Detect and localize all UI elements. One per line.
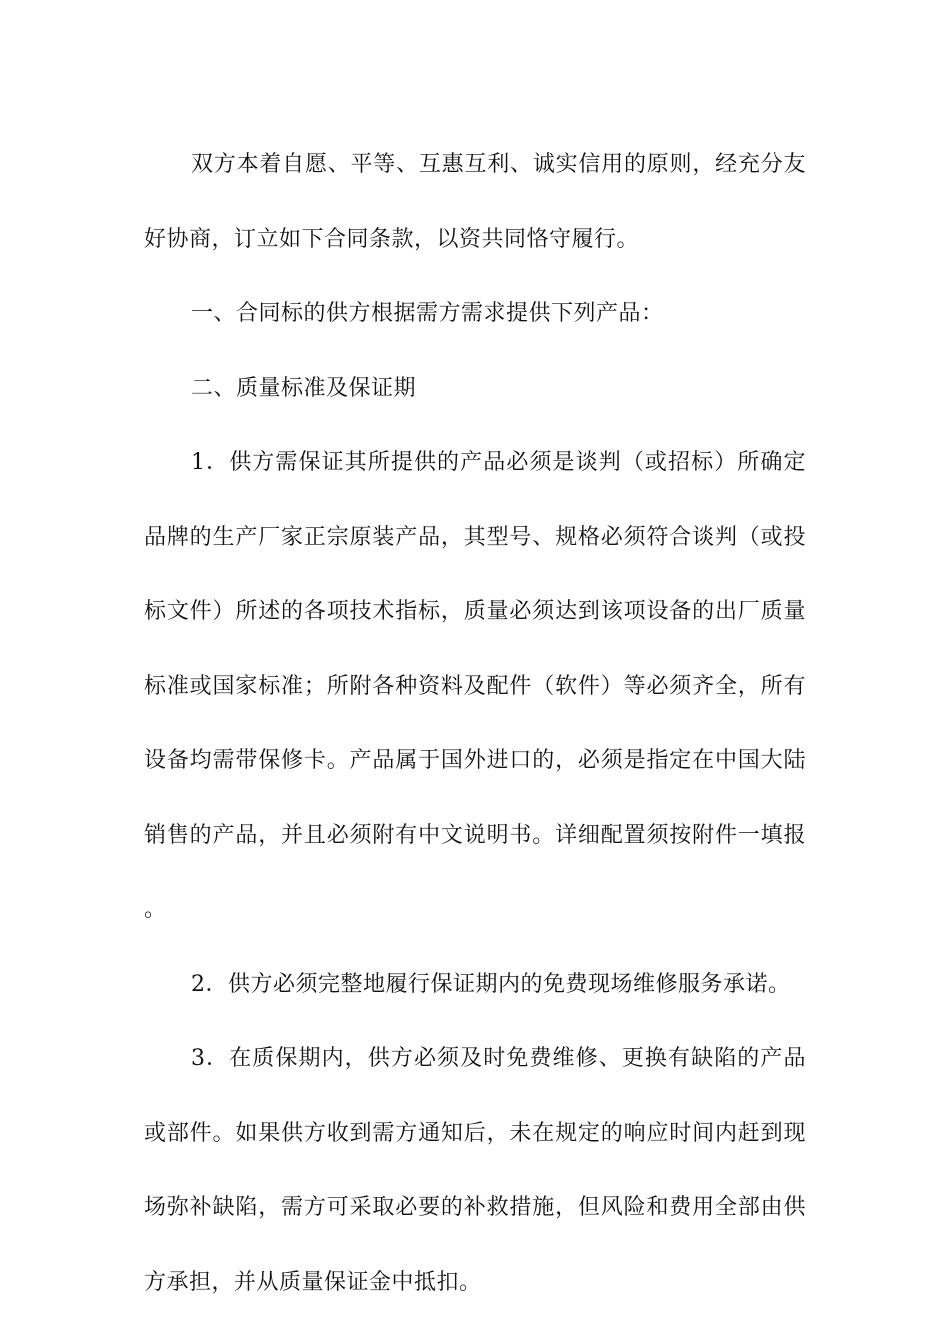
paragraph-clause-2: 2．供方必须完整地履行保证期内的免费现场维修服务承诺。 xyxy=(191,971,791,997)
paragraph-clause-1: 1．供方需保证其所提供的产品必须是谈判（或招标）所确定品牌的生产厂家正宗原装产品，其型号、规格必须符合谈判（或投标文件）所述的各项技术指标，质量必须达到该项设备的出厂质量标准或国家标准；所附各种资料及配件（软件）等必须齐全，所有设备均需带保修卡。产品属于国外进口的，必须是指定在中国大陆销售的产品，并且必须附有中文说明书。详细配置须按附件一填报。 xyxy=(144,450,806,922)
paragraph-intro: 双方本着自愿、平等、互惠互利、诚实信用的原则，经充分友好协商，订立如下合同条款，以资共同恪守履行。 xyxy=(144,152,806,252)
paragraph-clause-3: 3．在质保期内，供方必须及时免费维修、更换有缺陷的产品或部件。如果供方收到需方通知后，未在规定的响应时间内赶到现场弥补缺陷，需方可采取必要的补救措施，但风险和费用全部由供方承担，并从质量保证金中抵扣。 xyxy=(144,1046,806,1295)
document-body xyxy=(144,128,806,1320)
paragraph-section-2-heading: 二、质量标准及保证期 xyxy=(191,375,417,401)
paragraph-section-1-heading: 一、合同标的供方根据需方需求提供下列产品： xyxy=(191,301,664,326)
